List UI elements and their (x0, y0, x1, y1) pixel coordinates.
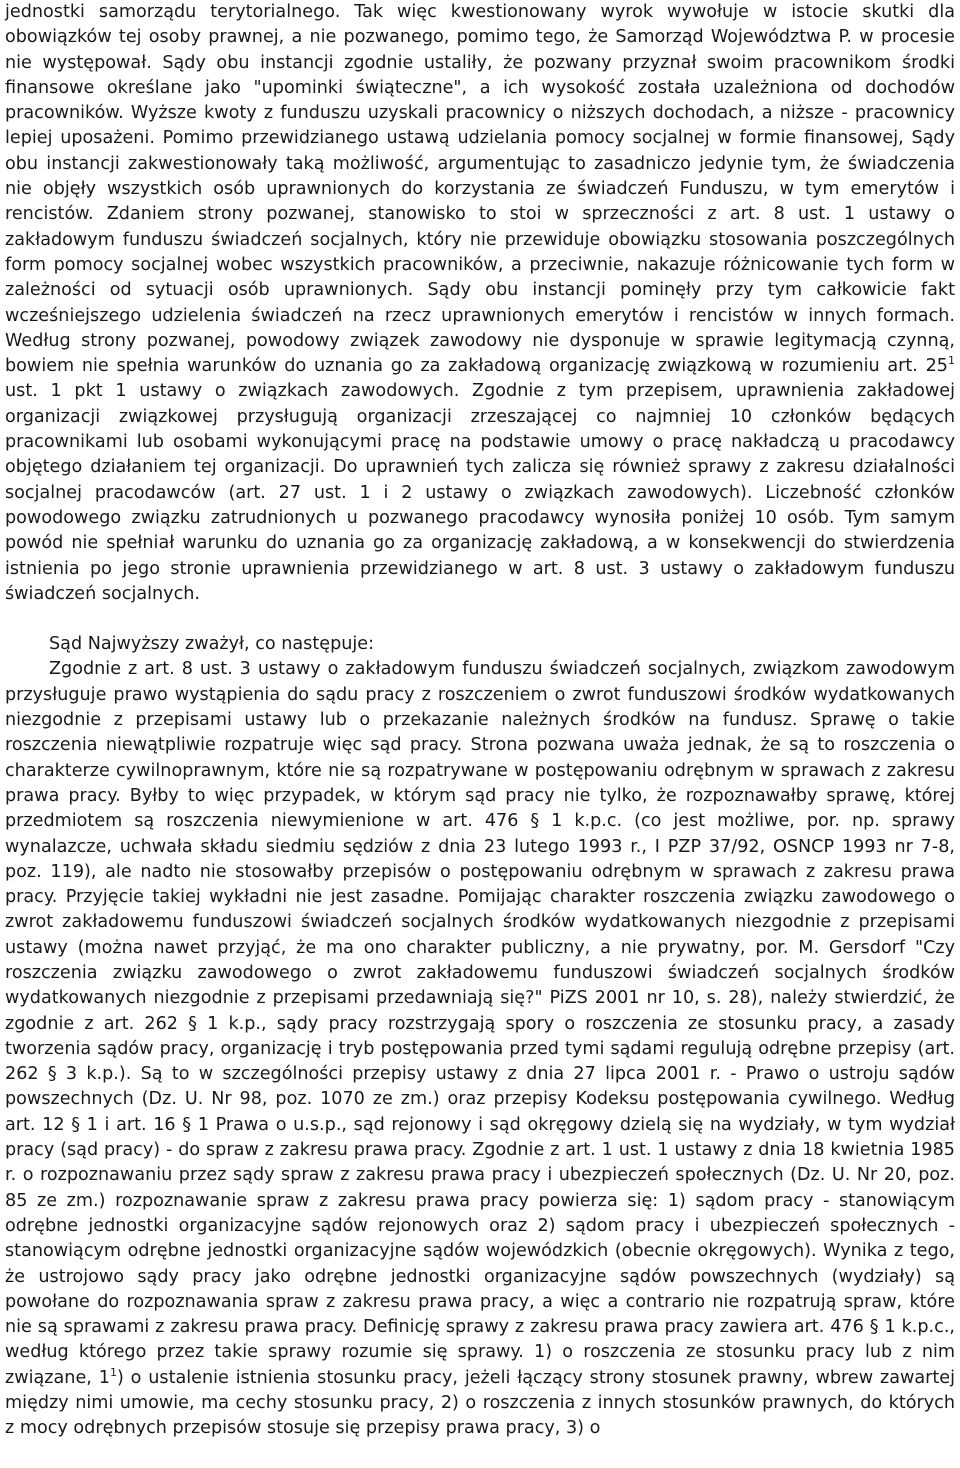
paragraph-1-text-a: jednostki samorządu terytorialnego. Tak więc kwestionowany wyrok wywołuje w istocie skutki dla obowiązków tej osoby prawnej, a nie pozwanego, pomimo tego, że Samorząd Województwa P. w procesie nie występował. Sądy obu instancji zgodnie ustaliły, że pozwany przyznał swoim pracownikom środki finansowe określane jako "upominki świąteczne", a ich wysokość została uzależniona od dochodów pracowników. Wyższe kwoty z funduszu uzyskali pracownicy o niższych dochodach, a niższe - pracownicy lepiej uposażeni. Pomimo przewidzianego ustawą udzielania pomocy socjalnej w formie finansowej, Sądy obu instancji zakwestionowały taką możliwość, argumentując to zasadniczo jedynie tym, że świadczenia nie objęły wszystkich osób uprawnionych do korzystania ze świadczeń Funduszu, w tym emerytów i rencistów. Zdaniem strony pozwanej, stanowisko to stoi w sprzeczności z art. 8 ust. 1 ustawy o zakładowym funduszu świadczeń socjalnych, który nie przewiduje obowiązku stosowania poszczególnych form pomocy socjalnej wobec wszystkich pracowników, a przeciwnie, nakazuje różnicowanie tych form w zależności od sytuacji osób uprawnionych. Sądy obu instancji pominęły przy tym całkowicie fakt wcześniejszego udzielenia świadczeń na rzecz uprawnionych emerytów i rencistów w innych formach. Według strony pozwanej, powodowy związek zawodowy nie dysponuje w sprawie legitymacją czynną, bowiem nie spełnia warunków do uznania go za zakładową organizację związkową w rozumieniu art. 25 (5, 2, 955, 377)
paragraph-gap (5, 607, 955, 632)
paragraph-1 (5, 0, 955, 607)
paragraph-2 (5, 657, 955, 1441)
paragraph-2-text-a: Zgodnie z art. 8 ust. 3 ustawy o zakładowym funduszu świadczeń socjalnych, związkom zawodowym przysługuje prawo wystąpienia do sądu pracy z roszczeniem o zwrot funduszowi środków wydatkowanych niezgodnie z przepisami ustawy lub o przekazanie należnych środków na fundusz. Sprawę o takie roszczenia niewątpliwie rozpatruje więc sąd pracy. Strona pozwana uważa jednak, że są to roszczenia o charakterze cywilnoprawnym, które nie są rozpatrywane w postępowaniu odrębnym w sprawach z zakresu prawa pracy. Byłby to więc przypadek, w którym sąd pracy nie tylko, że rozpoznawałby sprawę, której przedmiotem są roszczenia niewymienione w art. 476 § 1 k.p.c. (co jest możliwe, por. np. sprawy wynalazcze, uchwała składu siedmiu sędziów z dnia 23 lutego 1993 r., I PZP 37/92, OSNCP 1993 nr 7-8, poz. 119), ale nadto nie stosowałby przepisów o postępowaniu odrębnym w sprawach z zakresu prawa pracy. Przyjęcie takiej wykładni nie jest zasadne. Pomijając charakter roszczenia związku zawodowego o zwrot zakładowemu funduszowi świadczeń socjalnych środków wydatkowanych niezgodnie z przepisami ustawy (można nawet przyjąć, że ma ono charakter publiczny, a nie prywatny, por. M. Gersdorf "Czy roszczenia związku zawodowego o zwrot zakładowemu funduszowi świadczeń socjalnych środków wydatkowanych niezgodnie z przepisami przedawniają się?" PiZS 2001 nr 10, s. 28), należy stwierdzić, że zgodnie z art. 262 § 1 k.p., sądy pracy rozstrzygają spory o roszczenia ze stosunku pracy, a zasady tworzenia sądów pracy, organizację i tryb postępowania przed tymi sądami regulują odrębne przepisy (art. 262 § 3 k.p.). Są to w szczególności przepisy ustawy z dnia 27 lipca 2001 r. - Prawo o ustroju sądów powszechnych (Dz. U. Nr 98, poz. 1070 ze zm.) oraz przepisy Kodeksu postępowania cywilnego. Według art. 12 § 1 i art. 16 § 1 Prawa o u.s.p., sąd rejonowy i sąd okręgowy dzielą się na wydziały, w tym wydział pracy (sąd pracy) - do spraw z zakresu prawa pracy. Zgodnie z art. 1 ust. 1 ustawy z dnia 18 kwietnia 1985 r. o rozpoznawaniu przez sądy spraw z zakresu prawa pracy i ubezpieczeń społecznych (Dz. U. Nr 20, poz. 85 ze zm.) rozpoznawanie spraw z zakresu prawa pracy powierza się: 1) sądom pracy - stanowiącym odrębne jednostki organizacyjne sądów rejonowych oraz 2) sądom pracy i ubezpieczeń społecznych - stanowiącym odrębne jednostki organizacyjne sądów wojewódzkich (obecnie okręgowych). Wynika z tego, że ustrojowo sądy pracy jako odrębne jednostki organizacyjne sądów powszechnych (wydziały) są powołane do rozpoznawania spraw z zakresu prawa pracy, a więc a contrario nie rozpatrują spraw, które nie są sprawami z zakresu prawa pracy. Definicję sprawy z zakresu prawa pracy zawiera art. 476 § 1 k.p.c., według którego przez takie sprawy rozumie się sprawy. 1) o roszczenia ze stosunku pracy lub z nim związane, 1 (5, 659, 955, 1388)
paragraph-2-text-b: ) o ustalenie istnienia stosunku pracy, jeżeli łączący strony stosunek prawny, wbrew zawartej między nimi umowie, ma cechy stosunku pracy, 2) o roszczenia z innych stosunków prawnych, do których z mocy odrębnych przepisów stosuje się przepisy prawa pracy, 3) o (5, 1367, 955, 1439)
paragraph-1-text-b: ust. 1 pkt 1 ustawy o związkach zawodowych. Zgodnie z tym przepisem, uprawnienia zakładowej organizacji związkowej przysługują organizacji zrzeszającej co najmniej 10 członków będących pracownikami lub osobami wykonującymi pracę na podstawie umowy o pracę nakładczą u pracodawcy objętego działaniem tej organizacji. Do uprawnień tych zalicza się również sprawy z zakresu działalności socjalnej pracodawców (art. 27 ust. 1 i 2 ustawy o związkach zawodowych). Liczebność członków powodowego związku zatrudnionych u pozwanego pracodawcy wynosiła poniżej 10 osób. Tym samym powód nie spełniał warunku do uznania go za organizację zakładową, a w konsekwencji do stwierdzenia istnienia po jego stronie uprawnienia przewidzianego w art. 8 ust. 3 ustawy o zakładowym funduszu świadczeń socjalnych. (5, 381, 955, 604)
superscript-2: 1 (109, 1365, 117, 1379)
superscript-1: 1 (948, 354, 955, 368)
document-page (5, 0, 955, 1442)
section-heading: Sąd Najwyższy zważył, co następuje: (49, 634, 375, 655)
